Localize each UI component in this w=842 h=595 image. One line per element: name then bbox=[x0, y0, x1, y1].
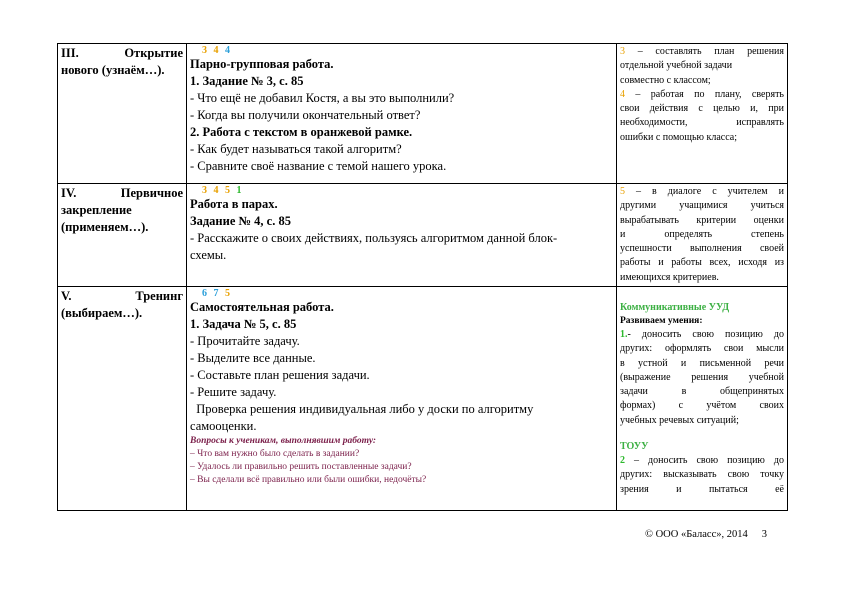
page-footer bbox=[645, 529, 767, 540]
stage-title-line: V. Тренинг bbox=[61, 289, 183, 303]
skills-cell: 5 – в диалоге с учителем и другими учащимися учиться вырабатывать критерии оценки и определять степень успешности выполнения своей работы и работы всех, исходя из имеющихся критериев. bbox=[617, 184, 788, 287]
stage-title-line: (применяем…). bbox=[61, 220, 149, 234]
uud-title: Коммуникативные УУД bbox=[620, 302, 730, 313]
questions-header: Вопросы к ученикам, выполнявшим работу: bbox=[190, 436, 377, 446]
activity-line: Работа в парах. bbox=[190, 197, 278, 211]
page-number: 3 bbox=[761, 529, 767, 540]
activity-line: - Составьте план решения задачи. bbox=[190, 368, 370, 382]
stage-title-line: нового (узнаём…). bbox=[61, 63, 165, 77]
skills-cell: 3 – составлять план решения отдельной учебной задачи совместно с классом; 4 – работая по плану, сверять свои действия с целью и, при необходимости, исправлять ошибки с помощью класса; bbox=[617, 44, 788, 184]
activity-cell bbox=[187, 287, 617, 511]
skill-number: 5 bbox=[620, 186, 625, 197]
activity-line: - Выделите все данные. bbox=[190, 351, 316, 365]
stage-cell bbox=[58, 44, 187, 184]
stage-title-line: IV. Первичное bbox=[61, 186, 183, 200]
question-item: – Что вам нужно было сделать в задании? bbox=[190, 449, 360, 459]
table-row bbox=[58, 287, 788, 511]
stage-title-line: III. Открытие bbox=[61, 46, 183, 60]
activity-cell bbox=[187, 44, 617, 184]
skill-number: 2 bbox=[620, 455, 625, 467]
activity-line: Самостоятельная работа. bbox=[190, 300, 334, 314]
uud-title: ТОУУ bbox=[620, 441, 649, 453]
activity-line: схемы. bbox=[190, 248, 227, 262]
activity-line: 1. Задача № 5, с. 85 bbox=[190, 317, 297, 331]
competency-numbers: 3 4 4 bbox=[202, 45, 231, 56]
stage-title-line: (выбираем…). bbox=[61, 306, 143, 320]
lesson-plan-table bbox=[57, 43, 788, 511]
activity-cell bbox=[187, 184, 617, 287]
activity-line: - Сравните своё название с темой нашего урока. bbox=[190, 159, 447, 173]
stage-cell bbox=[58, 287, 187, 511]
competency-numbers: 6 7 5 bbox=[202, 288, 231, 299]
uud-subtitle: Развиваем умения: bbox=[620, 316, 703, 326]
activity-line: - Решите задачу. bbox=[190, 385, 277, 399]
activity-line: самооценки. bbox=[190, 419, 257, 433]
copyright: © ООО «Баласс», 2014 bbox=[645, 529, 748, 540]
activity-line: - Расскажите о своих действиях, пользуясь алгоритмом данной блок- bbox=[190, 231, 558, 245]
skill-number: 4 bbox=[620, 88, 625, 100]
activity-line: - Когда вы получили окончательный ответ? bbox=[190, 108, 421, 122]
stage-cell bbox=[58, 184, 187, 287]
activity-line: Задание № 4, с. 85 bbox=[190, 214, 291, 228]
table-row bbox=[58, 44, 788, 184]
activity-line: Проверка решения индивидуальная либо у доски по алгоритму bbox=[190, 402, 534, 416]
skill-number: 3 bbox=[620, 46, 625, 57]
stage-title-line: закрепление bbox=[61, 203, 132, 217]
competency-numbers: 3 4 5 1 bbox=[202, 185, 242, 196]
activity-line: 2. Работа с текстом в оранжевой рамке. bbox=[190, 125, 413, 139]
question-item: – Удалось ли правильно решить поставленные задачи? bbox=[190, 462, 412, 472]
activity-line: Парно-групповая работа. bbox=[190, 57, 334, 71]
activity-line: 1. Задание № 3, с. 85 bbox=[190, 74, 304, 88]
question-item: – Вы сделали всё правильно или были ошибки, недочёты? bbox=[190, 475, 427, 485]
table-row bbox=[58, 184, 788, 287]
skills-cell: Коммуникативные УУД Развиваем умения: 1.- доносить свою позицию до других: оформлять свои мысли в устной и письменной речи (выражение решения учебной задачи в общепринятых формах) с учётом своих учебных речевых ситуаций; ТОУУ 2 – доносить свою позицию до других: высказывать свою точку зрения и пытаться её bbox=[617, 287, 788, 511]
skill-number: 1. bbox=[620, 329, 628, 340]
activity-line: - Что ещё не добавил Костя, а вы это выполнили? bbox=[190, 91, 455, 105]
activity-line: - Как будет называться такой алгоритм? bbox=[190, 142, 402, 156]
activity-line: - Прочитайте задачу. bbox=[190, 334, 300, 348]
